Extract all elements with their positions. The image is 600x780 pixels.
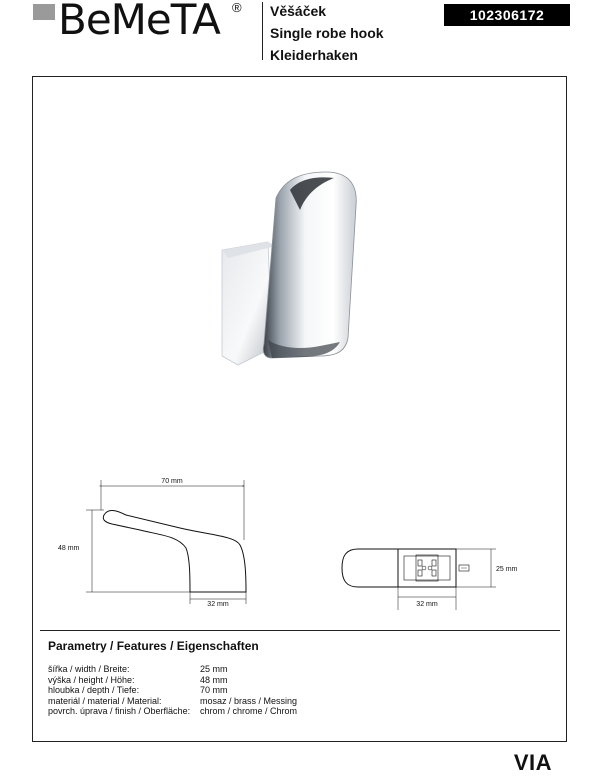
dim-top-depth: 25 mm [496, 566, 518, 573]
title-german: Kleiderhaken [270, 47, 358, 63]
feature-value: mosaz / brass / Messing [200, 695, 298, 706]
side-view-drawing [86, 480, 246, 604]
feature-row-finish [48, 706, 400, 717]
feature-value: 48 mm [200, 674, 228, 685]
registered-mark: ® [232, 0, 242, 15]
feature-label: hloubka / depth / Tiefe: [48, 685, 140, 695]
features-table [48, 664, 400, 717]
feature-value: 70 mm [200, 685, 228, 695]
feature-label: výška / height / Höhe: [48, 674, 135, 685]
brand-logo: BeMeTA [58, 0, 220, 44]
feature-label: šířka / width / Breite: [48, 664, 130, 674]
title-english: Single robe hook [270, 25, 384, 41]
feature-value: chrom / chrome / Chrom [200, 706, 298, 716]
feature-value: 25 mm [200, 664, 228, 674]
features-divider [40, 630, 560, 631]
dim-top-width: 32 mm [416, 601, 438, 608]
dim-side-base: 32 mm [207, 601, 229, 608]
feature-row-depth [48, 685, 400, 696]
feature-row-height [48, 675, 400, 686]
feature-label: povrch. úprava / finish / Oberfläche: [48, 706, 191, 716]
product-photo [222, 172, 356, 365]
series-name: VIA [513, 750, 552, 775]
feature-label: materiál / material / Material: [48, 695, 162, 706]
feature-row-width [48, 664, 400, 675]
product-code-badge: 102306172 [444, 4, 570, 26]
features-title: Parametry / Features / Eigenschaften [48, 639, 259, 653]
dim-side-width: 70 mm [161, 478, 183, 485]
title-czech: Věšáček [270, 3, 327, 19]
dim-side-height: 48 mm [58, 545, 80, 552]
feature-row-material [48, 696, 400, 707]
